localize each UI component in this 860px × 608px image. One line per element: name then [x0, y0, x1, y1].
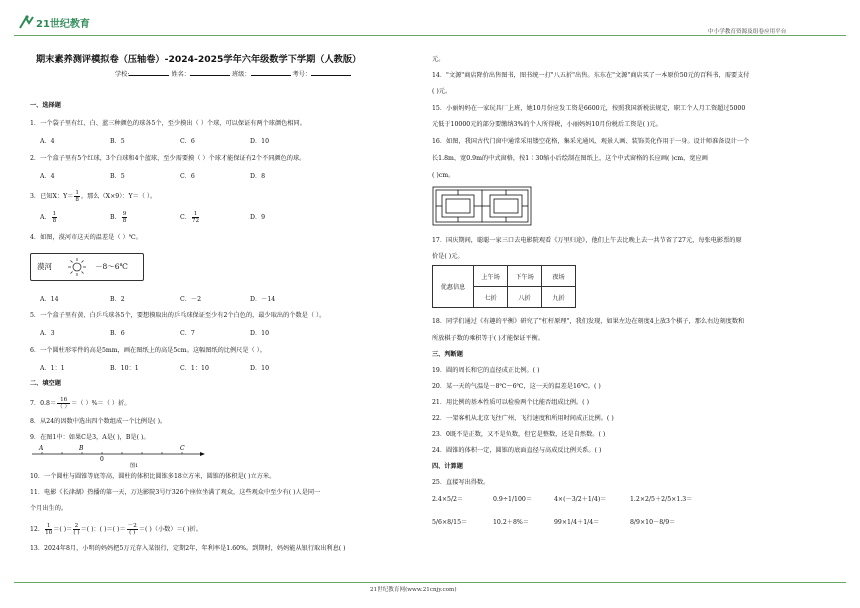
question-5: 5．一个盒子里有黄、白乒乓球各5个，要想摸取出的乒乓球保证至少有2个白色的，最少取出的个数是（ ）。	[30, 312, 326, 319]
logo-21cnjy	[18, 14, 94, 32]
exam-no-label: 考号：	[292, 71, 312, 78]
q2-option-b: B．5	[110, 173, 125, 180]
q5-option-a: A．3	[40, 330, 55, 337]
q5-option-c: C．7	[180, 330, 195, 337]
info-line	[115, 71, 351, 79]
page-title: 期末素养测评模拟卷（压轴卷）-2024-2025学年六年级数学下学期（人教版）	[36, 54, 362, 65]
question-3: 3．已知X：Y＝ $\frac{1}{8}$ ，那么（X×9）：Y＝（ ）。	[30, 190, 157, 203]
q1-option-c: C．6	[180, 138, 195, 145]
calc-7: 99×1/4＋1/4＝	[554, 519, 600, 526]
question-13: 13．2024年8月，小明的妈妈把5万元存入某银行，定期2年，年利率是1.60%。到期时，妈妈能从银行取出利息( )	[30, 545, 346, 552]
discount-afternoon: 八折	[508, 287, 542, 308]
q1-option-d: D．10	[250, 138, 270, 145]
figure-caption: 图1	[130, 463, 139, 468]
question-7: 7．0.8＝ $\frac{16}{( )}$ ＝（ ）%＝（ ）折。	[30, 397, 131, 410]
name-label: 姓名：	[171, 71, 190, 78]
header-right-text: 中小学教育资源及组卷应用平台	[708, 29, 787, 35]
question-15-line1: 15．小丽妈妈在一家玩具厂上班，她10月份应发工资是6600元，按照我国新税法规定，职工个人月工资超过5000	[432, 105, 746, 112]
q3-option-d: D．9	[250, 214, 266, 221]
q6-option-d: D．10	[250, 365, 270, 372]
question-4: 4．如图，漠河市这天的温差是（ ）℃。	[30, 234, 142, 241]
point-a-label: A	[39, 445, 44, 452]
footer-text: 21世纪教育网(www.21cnjy.com)	[370, 587, 457, 593]
question-14-line1: 14．"文源"商店降价出售图书，图书统一打"八五折"出售。东东在"文源"商店买了一本原价50元的百科书，需要支付	[432, 72, 750, 79]
number-line	[30, 444, 210, 468]
q2-option-d: D．8	[250, 173, 266, 180]
weather-city: 漠河	[37, 262, 52, 271]
q2-option-a: A．4	[40, 173, 55, 180]
question-20: 20．某一天的气温是－8℃～6℃，这一天的温差是16℃。( )	[432, 383, 601, 390]
school-label: 学校:	[115, 71, 130, 78]
question-25: 25．直接写出得数。	[432, 479, 490, 486]
q5-option-b: B．6	[110, 330, 125, 337]
discount-night: 九折	[542, 287, 576, 308]
question-18-line2: 所放棋子数的乘积等于( )才能保证平衡。	[432, 335, 544, 342]
q3-option-a: A． $\frac{1}{8}$	[40, 211, 57, 224]
q4-option-c: C．－2	[180, 296, 202, 303]
col-afternoon: 下午场	[508, 266, 542, 287]
question-1: 1．一个袋子里有红、白、蓝三种颜色的球各5个，至少摸出（ ）个球，可以保证有两个球颜色相同。	[30, 120, 306, 127]
question-18-line1: 18．同学们通过《有趣的平衡》研究了"杠杆原理"，我们发现，如果左边在刻度4上放3个棋子，那么右边刻度数和	[432, 318, 745, 325]
question-17-line1: 17．国庆期间，聪聪一家三口去电影院观看《万里归途》，他们上午去比晚上去一共节省了27元，每张电影票的原	[432, 237, 742, 244]
question-15-line2: 元低于10000元的部分要缴纳3%的个人所得税，小丽妈妈10月份税后工资是( )元。	[432, 121, 662, 128]
question-21: 21．用比例的基本性质可以检验两个比能否组成比例。( )	[432, 399, 589, 406]
point-b-label: B	[79, 445, 84, 452]
q6-option-b: B．10：1	[110, 365, 139, 372]
calc-8: 8/9×10－8/9＝	[630, 519, 676, 526]
q4-option-b: B．2	[110, 296, 125, 303]
question-11-line1: 11．电影《长津湖》热播的第一天，万达影院3号厅326个座位坐满了观众，这些观众中至少有( )人是同一	[30, 489, 321, 496]
weather-temperature: －8～6℃	[95, 262, 128, 271]
sun-icon	[67, 257, 87, 277]
origin-label: 0	[100, 456, 104, 463]
window-lattice-figure	[432, 186, 532, 226]
question-14-line2: ( )元。	[432, 88, 452, 95]
footer-divider	[14, 582, 846, 583]
q2-option-c: C．6	[180, 173, 195, 180]
calc-4: 1.2×2/5＋2/5×1.3＝	[630, 496, 693, 503]
header-divider	[14, 35, 846, 36]
question-23: 23．0既不是正数，又不是负数，但它是整数，还是自然数。( )	[432, 431, 606, 438]
q6-option-a: A．1：1	[40, 365, 65, 372]
calc-2: 0.9÷1/100＝	[493, 496, 533, 503]
question-16-line2: 长1.8m、宽0.9m的中式窗格，按1∶30缩小后绘制在图纸上，这个中式窗格的长应画( )cm，宽应画	[432, 155, 708, 162]
q3-option-c: C． $\frac{1}{72}$	[180, 211, 200, 224]
question-13-continued: 元。	[432, 56, 445, 63]
discount-table	[432, 265, 576, 308]
table-row-header: 优惠信息	[433, 266, 474, 308]
question-8: 8．从24的因数中选出四个数组成一个比例是( )。	[30, 418, 167, 425]
col-morning: 上午场	[474, 266, 508, 287]
calc-3: 4×(－3/2＋1/4)＝	[554, 496, 607, 503]
class-label: 班级：	[231, 71, 251, 78]
question-19: 19．圆的周长和它的直径成正比例。( )	[432, 367, 540, 374]
col-night: 夜场	[542, 266, 576, 287]
question-6: 6．一个圆柱形零件的高是5mm，画在图纸上的高是5cm。这幅图纸的比例尺是（ ）。	[30, 347, 266, 354]
question-24: 24．圆锥的体积一定，圆锥的底面直径与高成反比例关系。( )	[432, 447, 602, 454]
question-16-line1: 16．如图，我国古代门窗中通常采用镂空花格，集采光通风、观景人画、装饰美化作用于一身。设计师准备设计一个	[432, 138, 750, 145]
q7-fraction: $\frac{16}{( )}$	[57, 397, 71, 410]
question-11-line2: 个月出生的。	[30, 505, 68, 512]
question-9: 9．在图1中：如果C是3，A是( )，B是( )。	[30, 434, 150, 441]
question-12: 12． $\frac{1}{10}$ ＝( )＝ $\frac{2}{( )}$ ＝( )：( )＝( )＝ $\frac{-2}{( )}$ ＝( )（小数）＝( )折。	[30, 523, 202, 536]
calc-6: 10.2＋8%＝	[493, 519, 529, 526]
section-true-false: 三、判断题	[432, 351, 463, 358]
section-choice: 一、选择题	[30, 102, 61, 109]
question-22: 22．一架客机从北京飞往广州，飞行速度和所用时间成正比例。( )	[432, 415, 614, 422]
question-17-line2: 价是( )元。	[432, 253, 464, 260]
q4-option-d: D．－14	[250, 296, 276, 303]
section-fill-blank: 二、填空题	[30, 380, 61, 387]
discount-morning: 七折	[474, 287, 508, 308]
q6-option-c: C．1：10	[180, 365, 209, 372]
question-2: 2．一个盒子里有5个红球，3个白球和4个蓝球，至少需要摸（ ）个球才能保证有2个不同颜色的球。	[30, 155, 306, 162]
q5-option-d: D．10	[250, 330, 270, 337]
weather-box	[30, 253, 144, 281]
calc-1: 2.4×5/2＝	[432, 496, 464, 503]
q3-fraction: $\frac{1}{8}$	[75, 190, 79, 203]
q1-option-a: A．4	[40, 138, 55, 145]
q3-option-b: B． $\frac{9}{8}$	[110, 211, 127, 224]
logo-text: 21世纪教育	[36, 19, 90, 30]
section-calculation: 四、计算题	[432, 463, 463, 470]
calc-5: 5/6×8/15＝	[432, 519, 468, 526]
question-16-line3: ( )cm。	[432, 172, 455, 179]
q1-option-b: B．5	[110, 138, 125, 145]
q4-option-a: A．14	[40, 296, 59, 303]
point-c-label: C	[180, 445, 185, 452]
question-10: 10．一个圆柱与圆锥等底等高，圆柱的体积比圆锥多18立方米，圆锥的体积是( )立方米。	[30, 473, 276, 480]
